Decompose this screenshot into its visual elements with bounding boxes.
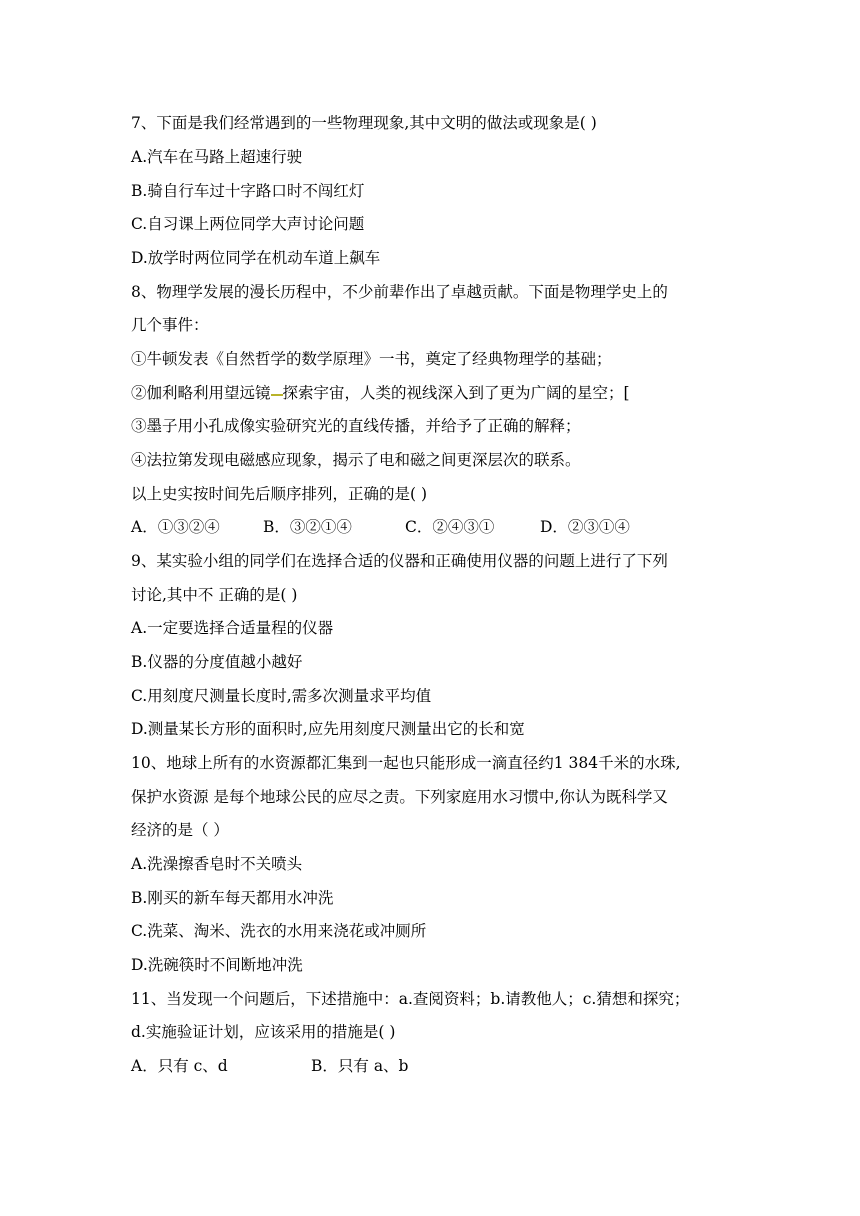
q8-event-3: ③墨子用小孔成像实验研究光的直线传播，并给予了正确的解释； <box>131 417 581 435</box>
annotation-mark <box>271 394 283 396</box>
q11-stem-line2: d.实施验证计划，应该采用的措施是( ) <box>131 1023 396 1041</box>
q8-stem-line1: 8、物理学发展的漫长历程中，不少前辈作出了卓越贡献。下面是物理学史上的 <box>131 283 668 301</box>
q8-stem-line2: 几个事件： <box>131 316 209 334</box>
q10-stem-line3: 经济的是（ ） <box>131 821 229 839</box>
q11-option-b: B．只有 a、b <box>311 1057 409 1075</box>
q10-option-c: C.洗菜、淘米、洗衣的水用来浇花或冲厕所 <box>131 922 427 940</box>
q9-stem-line1: 9、某实验小组的同学们在选择合适的仪器和正确使用仪器的问题上进行了下列 <box>131 552 668 570</box>
q9-option-a: A.一定要选择合适量程的仪器 <box>131 619 334 637</box>
q8-options <box>131 517 731 537</box>
q11-options <box>131 1056 731 1076</box>
q7-option-d: D.放学时两位同学在机动车道上飙车 <box>131 249 381 267</box>
q8-event-1: ①牛顿发表《自然哲学的数学原理》一书，奠定了经典物理学的基础； <box>131 350 612 368</box>
q8-option-b: B．③②①④ <box>263 518 352 536</box>
q7-stem: 7、下面是我们经常遇到的一些物理现象,其中文明的做法或现象是( ) <box>131 114 597 132</box>
q8-event-2 <box>131 383 731 403</box>
q8-event-2-part1: ②伽利略利用望远镜 <box>131 384 271 402</box>
q9-option-d: D.测量某长方形的面积时,应先用刻度尺测量出它的长和宽 <box>131 720 525 738</box>
q7-option-a: A.汽车在马路上超速行驶 <box>131 148 303 166</box>
q7-option-c: C.自习课上两位同学大声讨论问题 <box>131 215 365 233</box>
q9-option-c: C.用刻度尺测量长度时,需多次测量求平均值 <box>131 687 432 705</box>
q8-event-2-part2: 探索宇宙，人类的视线深入到了更为广阔的星空；[ <box>282 384 630 402</box>
q8-event-4: ④法拉第发现电磁感应现象，揭示了电和磁之间更深层次的联系。 <box>131 451 581 469</box>
q7-option-b: B.骑自行车过十字路口时不闯红灯 <box>131 182 365 200</box>
q9-option-b: B.仪器的分度值越小越好 <box>131 653 303 671</box>
q10-option-a: A.洗澡擦香皂时不关喷头 <box>131 855 303 873</box>
q8-option-c: C．②④③① <box>405 518 495 536</box>
q8-option-d: D．②③①④ <box>540 518 630 536</box>
q10-option-b: B.刚买的新车每天都用水冲洗 <box>131 889 334 907</box>
q8-option-a: A．①③②④ <box>131 518 220 536</box>
q10-option-d: D.洗碗筷时不间断地冲洗 <box>131 956 303 974</box>
q11-option-a: A．只有 c、d <box>131 1057 228 1075</box>
q9-stem-line2: 讨论,其中不 正确的是( ) <box>131 586 298 604</box>
q8-question: 以上史实按时间先后顺序排列，正确的是( ) <box>131 485 428 503</box>
q10-stem-line1: 10、地球上所有的水资源都汇集到一起也只能形成一滴直径约1 384千米的水珠, <box>131 754 681 772</box>
q11-stem-line1: 11、当发现一个问题后，下述措施中：a.查阅资料；b.请教他人；c.猜想和探究； <box>131 990 690 1008</box>
q10-stem-line2: 保护水资源 是每个地球公民的应尽之责。下列家庭用水习惯中,你认为既科学又 <box>131 788 668 806</box>
